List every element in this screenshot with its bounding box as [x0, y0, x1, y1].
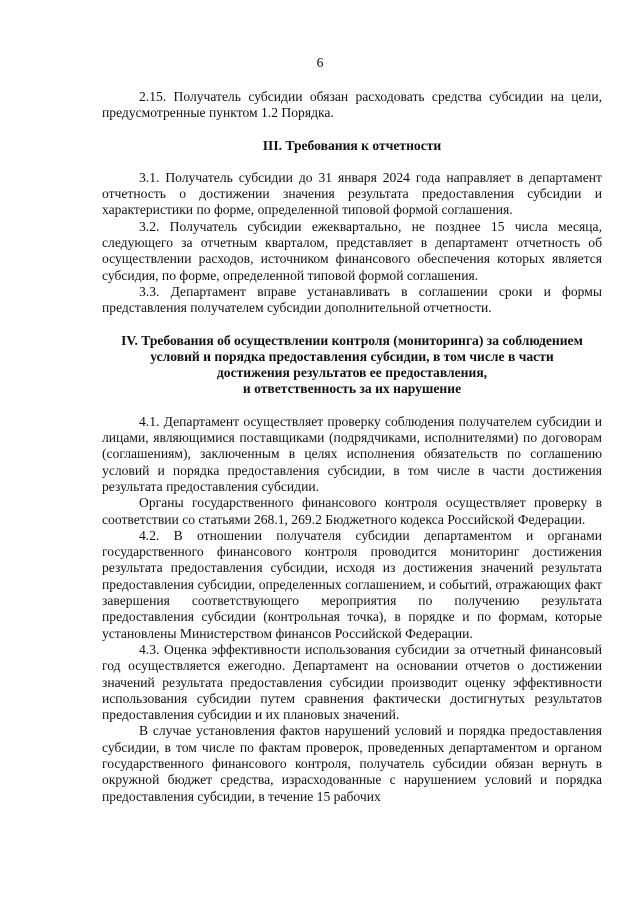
section-4-heading-line: достижения результатов ее предоставления, — [216, 365, 488, 381]
paragraph-4-3: 4.3. Оценка эффективности использования субсидии за отчетный финансовый год осуществляется ежегодно. Департамент на основании отчетов о достижении значений результата предоставления субсидии производит оценку эффективности использования субсидии путем сравнения фактически достигнутых результатов предоставления субсидии и их плановых значений. — [102, 641, 602, 723]
paragraph-3-2: 3.2. Получатель субсидии ежеквартально, не позднее 15 числа месяца, следующего за отчетным кварталом, представляет в департамент отчетность об осуществлении расходов, источником финансового обеспечения которых является субсидия, по форме, определенной типовой формой соглашения. — [102, 218, 602, 283]
page-number: 6 — [316, 55, 324, 70]
document-page — [102, 55, 602, 805]
section-4-heading — [102, 333, 602, 398]
paragraph-3-1: 3.1. Получатель субсидии до 31 января 2024 года направляет в департамент отчетность о достижении значения результата предоставления субсидии и характеристики по форме, определенной типовой формой соглашения. — [102, 169, 602, 218]
section-4-heading-line: IV. Требования об осуществлении контроля (мониторинга) за соблюдением — [121, 332, 583, 348]
paragraph-4-1-audit: Органы государственного финансового контроля осуществляет проверку в соответствии со статьями 268.1, 269.2 Бюджетного кодекса Российской Федерации. — [102, 495, 602, 527]
section-3-heading: III. Требования к отчетности — [262, 137, 442, 153]
section-4-heading-line: условий и порядка предоставления субсидии, в том числе в части — [150, 348, 554, 364]
section-4-heading-line: и ответственность за их нарушение — [242, 381, 462, 397]
paragraph-4-2: 4.2. В отношении получателя субсидии департаментом и органами государственного финансового контроля проводится мониторинг достижения результата предоставления субсидии, исходя из достижения значений результата предоставления субсидии, определенных соглашением, и событий, отражающих факт завершения соответствующего мероприятия по получению результата предоставления субсидии (контрольная точка), в порядке и по формам, которые установлены Министерством финансов Российской Федерации. — [102, 527, 602, 641]
paragraph-4-1: 4.1. Департамент осуществляет проверку соблюдения получателем субсидии и лицами, являющимися поставщиками (подрядчиками, исполнителями) по договорам (соглашениям), заключенным в целях исполнения обязательств по соглашению условий и порядка предоставления субсидии, в том числе в части достижения результата предоставления субсидии. — [102, 413, 602, 494]
paragraph-3-3: 3.3. Департамент вправе устанавливать в соглашении сроки и формы представления получателем субсидии дополнительной отчетности. — [102, 283, 602, 316]
paragraph-2-15: 2.15. Получатель субсидии обязан расходовать средства субсидии на цели, предусмотренные пунктом 1.2 Порядка. — [102, 89, 602, 121]
paragraph-4-3-violations: В случае установления фактов нарушений условий и порядка предоставления субсидии, в том числе по фактам проверок, проведенных департаментом и органом государственного финансового контроля, получатель субсидии обязан вернуть в окружной бюджет средства, израсходованные с нарушением условий и порядка предоставления субсидии, в течение 15 рабочих — [102, 723, 602, 804]
